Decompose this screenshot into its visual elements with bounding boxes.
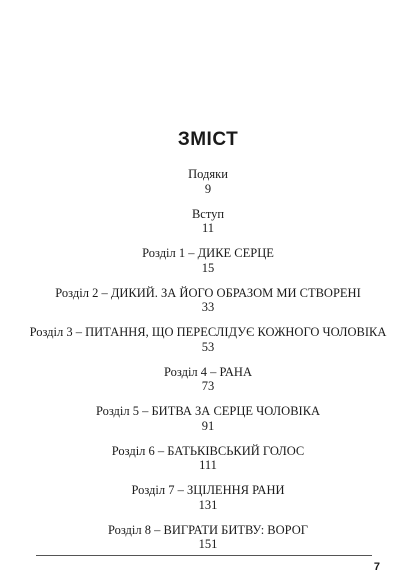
toc-entry-chapter-5 (0, 404, 416, 444)
toc-entry-page: 11 (201, 221, 215, 235)
toc-entry-title: Розділ 4 – РАНА (164, 364, 252, 379)
toc-entry-page: 111 (199, 458, 217, 472)
toc-entry-title: Подяки (188, 167, 228, 181)
footer-rule (36, 555, 372, 556)
toc-entry-chapter-1 (0, 246, 416, 286)
toc-entry-chapter-7 (0, 483, 416, 523)
toc-entry-introduction (0, 207, 416, 247)
toc-entry-page: 131 (198, 497, 218, 512)
toc-entry-page: 91 (201, 418, 215, 433)
toc-entry-page: 15 (201, 260, 215, 275)
toc-entry-page: 151 (198, 537, 218, 551)
page-number: 7 (373, 561, 380, 573)
toc-entry-title: Розділ 3 – ПИТАННЯ, ЩО ПЕРЕСЛІДУЄ КОЖНОГО ЧОЛОВІКА (29, 325, 387, 339)
toc-entry-chapter-2 (0, 286, 416, 326)
toc-entry-title: Розділ 2 – ДИКИЙ. ЗА ЙОГО ОБРАЗОМ МИ СТВОРЕНІ (55, 285, 361, 300)
toc-entry-title: Вступ (191, 206, 225, 221)
toc-entry-chapter-8 (0, 523, 416, 563)
toc-entry-title: Розділ 5 – БИТВА ЗА СЕРЦЕ ЧОЛОВІКА (95, 404, 321, 418)
toc-entry-chapter-4 (0, 365, 416, 405)
toc-entry-title: Розділ 7 – ЗЦІЛЕННЯ РАНИ (131, 483, 285, 497)
table-of-contents (0, 167, 416, 562)
toc-entry-chapter-3 (0, 325, 416, 365)
toc-entry-page: 9 (204, 181, 212, 196)
toc-entry-acknowledgements (0, 167, 416, 207)
toc-entry-page: 53 (201, 339, 215, 354)
toc-entry-title: Розділ 8 – ВИГРАТИ БИТВУ: ВОРОГ (107, 522, 309, 537)
toc-entry-title: Розділ 6 – БАТЬКІВСЬКИЙ ГОЛОС (111, 443, 305, 458)
toc-entry-page: 73 (201, 379, 215, 393)
toc-entry-page: 33 (201, 300, 215, 314)
toc-entry-title: Розділ 1 – ДИКЕ СЕРЦЕ (142, 246, 274, 260)
page-title: ЗМІСТ (177, 129, 239, 150)
toc-entry-chapter-6 (0, 444, 416, 484)
